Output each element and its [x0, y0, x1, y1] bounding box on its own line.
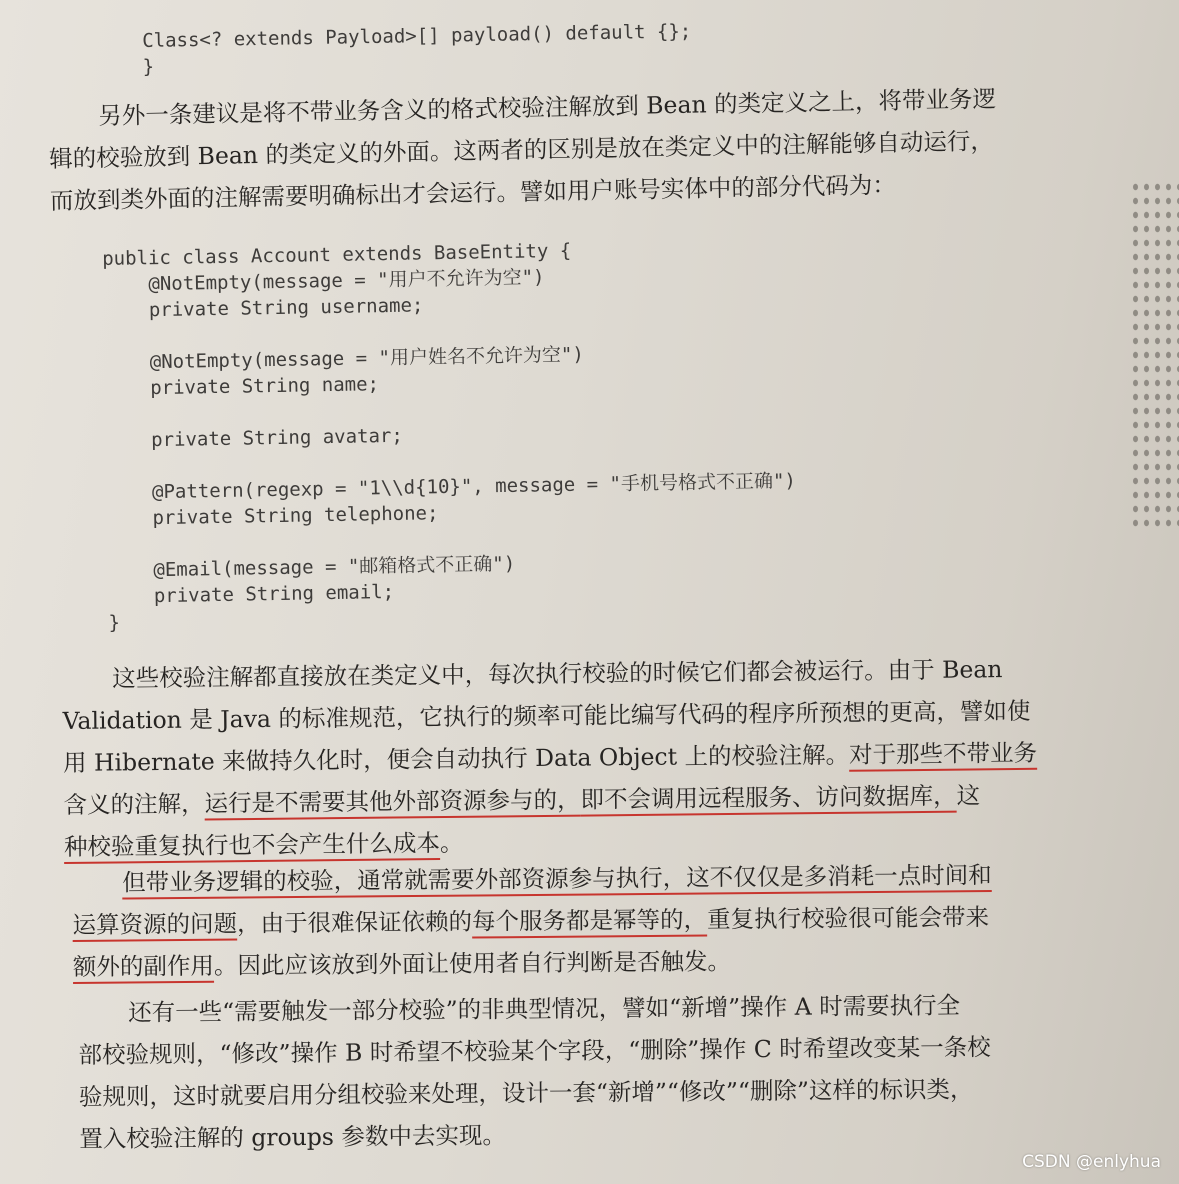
text-line: 这些校验注解都直接放在类定义中，每次执行校验的时候它们都会被运行。由于 Bean	[112, 655, 1003, 693]
watermark: CSDN @enlyhua	[1022, 1152, 1161, 1172]
code-line: }	[108, 611, 121, 634]
code-snippet-top	[142, 18, 692, 80]
red-underlined-text: 额外的副作用	[72, 951, 215, 981]
code-line: private String avatar;	[105, 424, 403, 452]
code-line: @NotEmpty(message = "用户不允许为空")	[102, 266, 545, 296]
text-line: 而放到类外面的注解需要明确标出才会运行。譬如用户账号实体中的部分代码为：	[49, 170, 897, 215]
red-underlined-text: 运行是不需要其他外部资源参与的，	[204, 785, 581, 818]
text-line: Validation 是 Java 的标准规范，它执行的频率可能比编写代码的程序所预想的更高，譬如使	[62, 696, 1031, 735]
code-line: Class<? extends Payload>[] payload() default {};	[142, 20, 692, 52]
text-line	[73, 937, 1143, 988]
code-line: private String telephone;	[106, 502, 439, 530]
code-line: @NotEmpty(message = "用户姓名不允许为空")	[103, 343, 585, 374]
text-line: 部校验规则，“修改”操作 B 时希望不校验某个字段，“删除”操作 C 时希望改变某一条校	[78, 1033, 991, 1069]
code-line: private String username;	[102, 294, 424, 322]
code-line: private String email;	[107, 580, 395, 608]
text-run: 用 Hibernate 来做持久化时，便会自动执行 Data Object 上的校验注解。	[62, 740, 850, 777]
text-line: 还有一些“需要触发一部分校验”的非典型情况，譬如“新增”操作 A 时需要执行全	[128, 991, 961, 1027]
text-line: 置入校验注解的 groups 参数中去实现。	[79, 1121, 506, 1153]
text-line: 验规则，这时就要启用分组校验来处理，设计一套“新增”“修改”“删除”这样的标识类，	[78, 1075, 974, 1111]
text-line: 另外一条建议是将不带业务含义的格式校验注解放到 Bean 的类定义之上，将带业务逻	[98, 84, 997, 131]
text-run: 这	[956, 781, 981, 810]
paragraph-suggestion	[48, 75, 1140, 222]
code-line: private String name;	[104, 373, 380, 400]
code-line: @Pattern(regexp = "1\\d{10}", message = "手机号格式不正确")	[106, 469, 797, 504]
text-run: 含义的注解，	[63, 789, 205, 819]
red-underlined-text: 但带业务逻辑的校验，通常就需要外部资源参与执行，这不仅仅是多消耗一点时间和	[122, 860, 992, 897]
code-line: public class Account extends BaseEntity {	[102, 239, 572, 270]
paragraph-business-logic	[72, 853, 1143, 988]
page-edge-dots	[1130, 180, 1179, 530]
red-underlined-text: 运算资源的问题	[72, 909, 238, 939]
red-underlined-text: 对于那些不带业务	[848, 738, 1038, 769]
text-run: 重复执行校验很可能会带来	[706, 903, 990, 934]
text-run: 。	[439, 828, 464, 858]
text-line: 辑的校验放到 Bean 的类定义的外面。这两者的区别是放在类定义中的注解能够自动运行，	[48, 126, 995, 173]
red-underlined-text: 即不会调用远程服务、访问数据库，	[580, 781, 957, 814]
text-run: ，由于很难保证依赖的	[236, 907, 473, 938]
text-run: 。因此应该放到外面让使用者自行判断是否触发。	[213, 947, 732, 980]
paragraph-group-validation	[78, 983, 1144, 1160]
code-snippet-account-class	[102, 234, 798, 636]
red-underlined-text: 每个服务都是幂等的，	[471, 905, 708, 936]
paragraph-validation-runs	[62, 647, 1144, 868]
code-line: }	[142, 55, 155, 78]
code-line: @Email(message = "邮箱格式不正确")	[107, 552, 516, 582]
red-underlined-text: 种校验重复执行也不会产生什么成本	[63, 829, 441, 861]
